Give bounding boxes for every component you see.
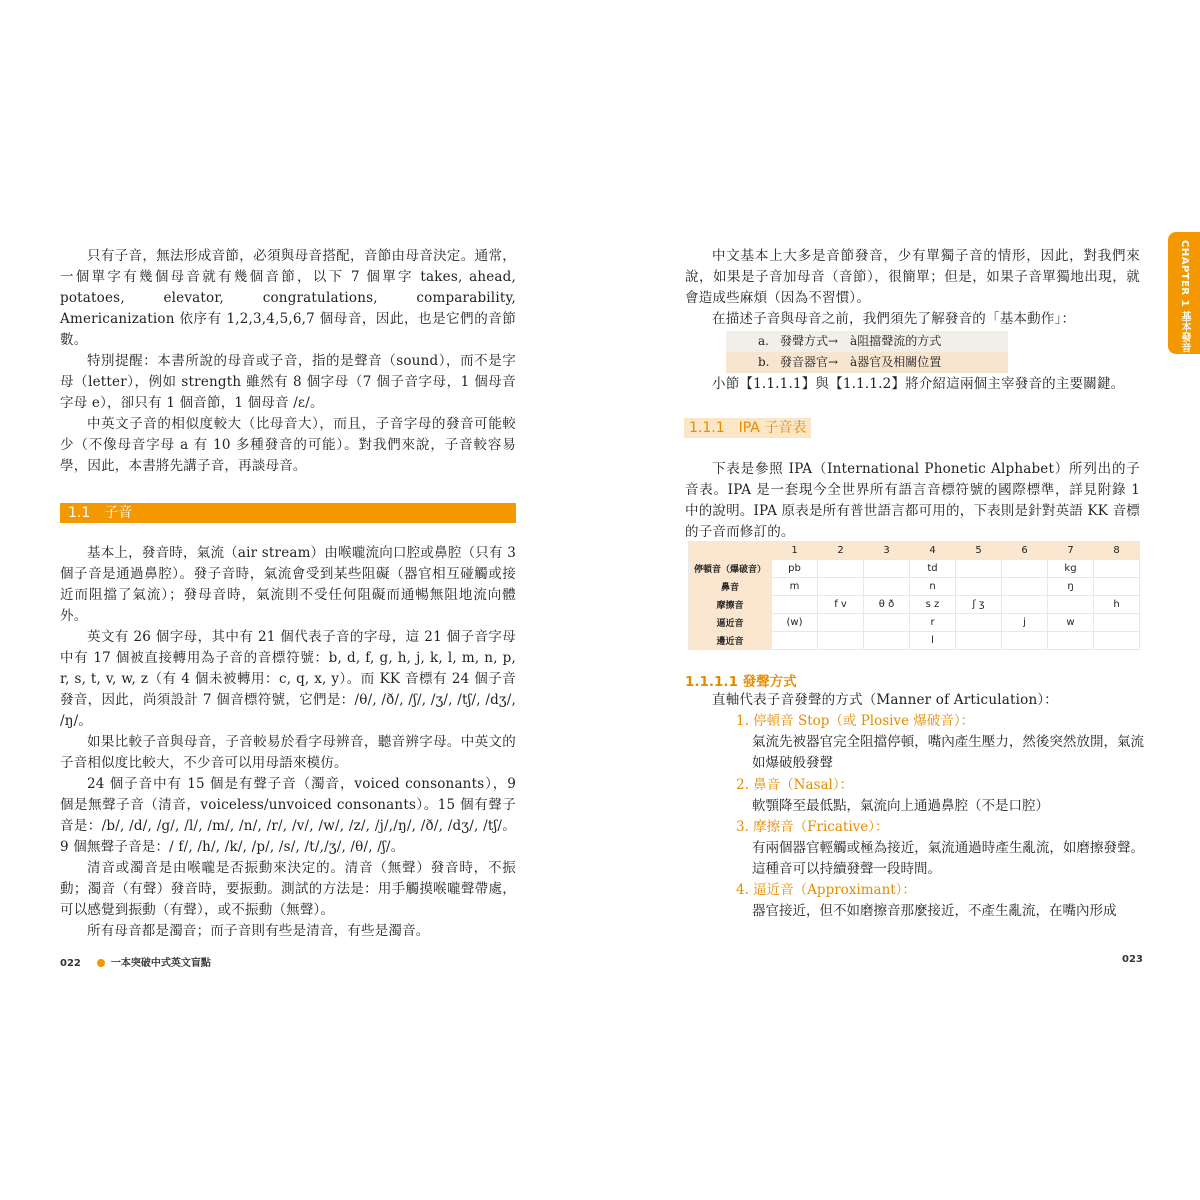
row-header: 停頓音（爆破音） xyxy=(689,560,772,578)
section-heading-bar xyxy=(60,503,516,523)
paragraph: 24 個子音中有 15 個是有聲子音（濁音，voiced consonants），9 個是無聲子音（清音，voiceless/unvoiced consonants）。15 個有聲子音是：/b/, /d/, /g/, /l/, /m/, /n/, /r/, /v/, /w/, /z/, /j/,/ŋ/, /ð/, /dʒ/, /tʃ/。9 個無聲子音是：/ f/, /h/, /k/, /p/, /s/, /t/,/ʒ/, /θ/, /ʃ/。 xyxy=(60,776,516,855)
paragraph: 中英文子音的相似度較大（比母音大），而且，子音字母的發音可能較少（不像母音字母 a 有 10 多種發音的可能）。對我們來說，子音較容易學，因此，本書將先講子音，再談母音。 xyxy=(60,416,516,474)
table-cell xyxy=(772,596,818,614)
table-cell: n xyxy=(910,578,956,596)
consonant-text-block xyxy=(60,543,516,942)
paragraph: 如果比較子音與母音，子音較易於看字母辨音，聽音辨字母。中英文的子音相似度比較大，不少音可以用母語來模仿。 xyxy=(60,734,516,771)
table-cell xyxy=(864,614,910,632)
book-title: 一本突破中式英文盲點 xyxy=(110,958,211,969)
list-item-desc: 氣流先被器官完全阻擋停頓，嘴內產生壓力，然後突然放開，氣流如爆破般發聲 xyxy=(752,734,1144,771)
table-cell: ʃ ʒ xyxy=(956,596,1002,614)
table-cell: θ ð xyxy=(864,596,910,614)
column-header: 7 xyxy=(1048,542,1094,560)
table-cell: l xyxy=(910,632,956,650)
paragraph: 英文有 26 個字母，其中有 21 個代表子音的字母，這 21 個子音字母中有 17 個被直接轉用為子音的音標符號：b, d, f, g, h, j, k, l, m, n, p, r, s, t, v, w, z（有 4 個未被轉用：c, q, x, y）。而 KK 音標有 24 個子音發音，因此，尚須設計 7 個音標符號，它們是：/θ/, /ð/, /ʃ/, /ʒ/, /tʃ/, /dʒ/, /ŋ/。 xyxy=(60,629,516,729)
paragraph: 只有子音，無法形成音節，必須與母音搭配，音節由母音決定。通常，一個單字有幾個母音就有幾個音節，以下 7 個單字 takes, ahead, potatoes, elevator, congratulations, comparability, Americanization 依序有 1,2,3,4,5,6,7 個母音，因此，也是它們的音節數。 xyxy=(60,248,516,348)
table-cell xyxy=(864,560,910,578)
intro-text-block xyxy=(60,246,516,477)
column-header: 6 xyxy=(1002,542,1048,560)
table-cell xyxy=(1002,560,1048,578)
right-intro-block xyxy=(685,246,1140,330)
ipa-consonant-table xyxy=(688,541,1140,650)
page-number: 023 xyxy=(1122,954,1143,965)
table-cell: pb xyxy=(772,560,818,578)
chapter-tab-label: CHAPTER 1 基本發音 xyxy=(1179,240,1190,354)
table-cell xyxy=(864,632,910,650)
column-header: 2 xyxy=(818,542,864,560)
table-cell: kg xyxy=(1048,560,1094,578)
column-header: 1 xyxy=(772,542,818,560)
table-row xyxy=(689,614,1140,632)
column-header: 4 xyxy=(910,542,956,560)
table-cell xyxy=(818,578,864,596)
left-footer xyxy=(60,954,211,969)
list-item-title: 3. 摩擦音（Fricative）： xyxy=(736,819,889,835)
paragraph: 下表是參照 IPA（International Phonetic Alphabet）所列出的子音表。IPA 是一套現今全世界所有語言音標符號的國際標準，詳見附錄 1 中的說明。IPA 原表是所有普世語言都可用的，下表則是針對英語 KK 音標的子音而修訂的。 xyxy=(685,461,1140,540)
table-cell xyxy=(956,614,1002,632)
table-cell xyxy=(818,614,864,632)
paragraph: 清音或濁音是由喉嚨是否振動來決定的。清音（無聲）發音時，不振動；濁音（有聲）發音時，要振動。測試的方法是：用手觸摸喉嚨聲帶處，可以感覺到振動（有聲），或不振動（無聲）。 xyxy=(60,860,516,918)
paragraph: 基本上，發音時，氣流（air stream）由喉嚨流向口腔或鼻腔（只有 3 個子音是通過鼻腔）。發子音時，氣流會受到某些阻礙（器官相互碰觸或接近而阻擋了氣流）；發母音時，氣流則不受任何阻礙而通暢無阻地流向體外。 xyxy=(60,545,516,624)
row-header: 摩擦音 xyxy=(689,596,772,614)
chapter-tab xyxy=(1168,232,1200,354)
table-cell xyxy=(1048,596,1094,614)
table-cell xyxy=(1094,632,1140,650)
row-label: a. xyxy=(758,334,769,348)
table-row xyxy=(689,560,1140,578)
basic-action-row-a xyxy=(726,331,1008,352)
row-label: b. xyxy=(758,355,770,369)
table-cell xyxy=(1094,560,1140,578)
bullet-dot-icon xyxy=(97,959,105,967)
row-header: 逼近音 xyxy=(689,614,772,632)
table-cell xyxy=(956,632,1002,650)
list-item-title: 4. 逼近音（Approximant）： xyxy=(736,882,916,898)
table-cell: r xyxy=(910,614,956,632)
table-cell: w xyxy=(1048,614,1094,632)
column-header: 8 xyxy=(1094,542,1140,560)
table-cell xyxy=(772,632,818,650)
subsection-title: 1.1.1 IPA 子音表 xyxy=(684,418,811,438)
subsubsection-title: 1.1.1.1 發聲方式 xyxy=(685,674,797,690)
table-cell: ŋ xyxy=(1048,578,1094,596)
table-corner-cell xyxy=(689,542,772,560)
table-cell: s z xyxy=(910,596,956,614)
list-item-title: 1. 停頓音 Stop（或 Plosive 爆破音）： xyxy=(736,713,975,729)
table-cell xyxy=(864,578,910,596)
right-footer xyxy=(1122,954,1143,965)
table-row xyxy=(689,632,1140,650)
list-item-desc: 器官接近，但不如磨擦音那麼接近，不產生亂流，在嘴內形成 xyxy=(752,903,1117,919)
table-row xyxy=(689,578,1140,596)
table-cell: h xyxy=(1094,596,1140,614)
list-item-desc: 有兩個器官輕觸或極為接近，氣流通過時產生亂流，如磨擦發聲。這種音可以持續發聲一段時間。 xyxy=(752,840,1144,877)
column-header: 5 xyxy=(956,542,1002,560)
table-cell xyxy=(1002,596,1048,614)
column-header: 3 xyxy=(864,542,910,560)
section-title: 1.1 子音 xyxy=(68,505,133,521)
table-row xyxy=(689,596,1140,614)
table-cell xyxy=(1094,614,1140,632)
table-cell xyxy=(956,560,1002,578)
row-header: 鼻音 xyxy=(689,578,772,596)
row-text: 發音器官→ à器官及相關位置 xyxy=(780,355,942,369)
table-cell xyxy=(1002,578,1048,596)
row-text: 發聲方式→ à阻擋聲流的方式 xyxy=(780,334,942,348)
paragraph: 小節【1.1.1.1】與【1.1.1.2】將介紹這兩個主宰發音的主要關鍵。 xyxy=(712,376,1125,392)
paragraph: 直軸代表子音發聲的方式（Manner of Articulation）： xyxy=(712,692,1058,708)
page-number: 022 xyxy=(60,958,81,969)
table-cell: td xyxy=(910,560,956,578)
table-header-row xyxy=(689,542,1140,560)
table-cell xyxy=(818,632,864,650)
table-cell: (w) xyxy=(772,614,818,632)
table-cell xyxy=(818,560,864,578)
paragraph: 中文基本上大多是音節發音，少有單獨子音的情形，因此，對我們來說，如果是子音加母音（音節），很簡單；但是，如果子音單獨地出現，就會造成些麻煩（因為不習慣）。 xyxy=(685,248,1140,306)
paragraph: 在描述子音與母音之前，我們須先了解發音的「基本動作」： xyxy=(712,311,1076,327)
row-header: 邊近音 xyxy=(689,632,772,650)
table-cell: m xyxy=(772,578,818,596)
paragraph: 所有母音都是濁音；而子音則有些是清音，有些是濁音。 xyxy=(87,923,430,939)
table-cell xyxy=(1048,632,1094,650)
list-item-title: 2. 鼻音（Nasal）： xyxy=(736,777,854,793)
list-item-desc: 軟顎降至最低點，氣流向上通過鼻腔（不是口腔） xyxy=(752,798,1049,814)
basic-action-row-b xyxy=(726,352,1008,373)
table-cell xyxy=(956,578,1002,596)
table-cell: f v xyxy=(818,596,864,614)
table-cell xyxy=(1002,632,1048,650)
table-cell: j xyxy=(1002,614,1048,632)
paragraph: 特別提醒：本書所說的母音或子音，指的是聲音（sound），而不是字母（letter），例如 strength 雖然有 8 個字母（7 個子音字母，1 個母音字母 e），卻只有 1 個音節，1 個母音 /ɛ/。 xyxy=(60,353,516,411)
table-cell xyxy=(1094,578,1140,596)
